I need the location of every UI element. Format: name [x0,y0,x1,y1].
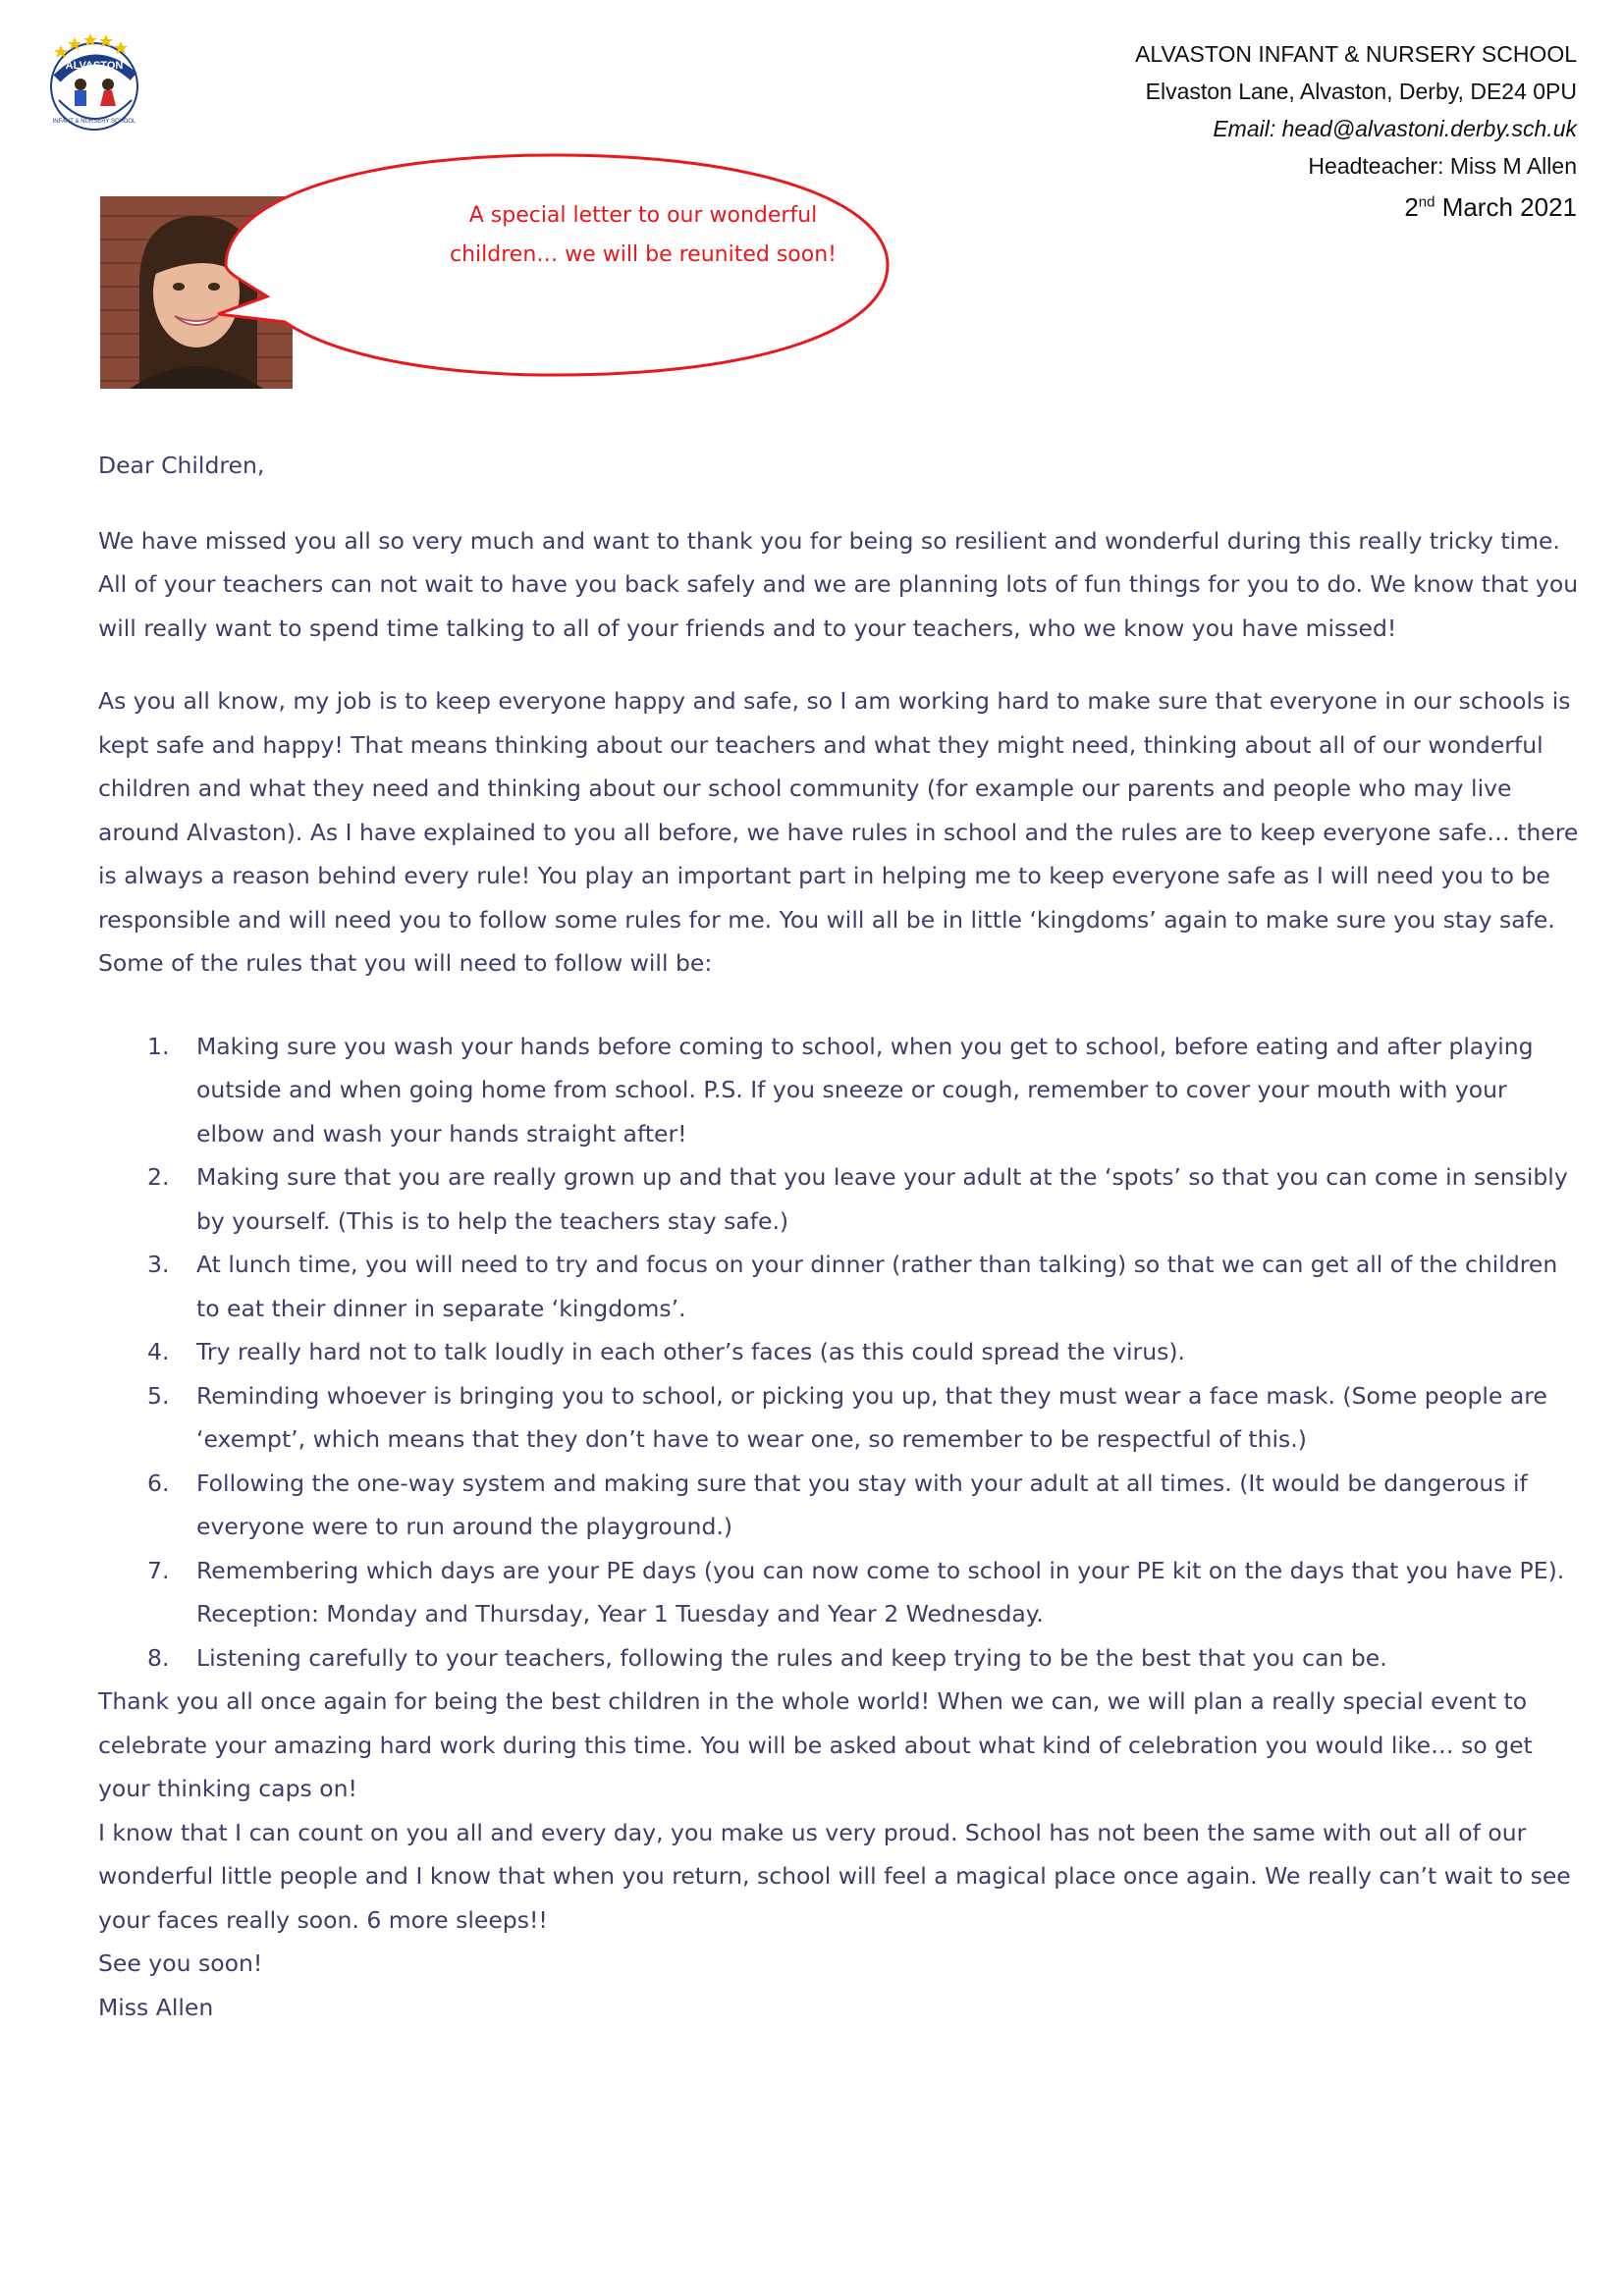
list-item-text: Following the one-way system and making sure that you stay with your adult at all times. (It would be dangerous if everyone were to run around the playground.) [196,1468,1528,1540]
speech-bubble-text [373,196,913,275]
headteacher-name: Headteacher: Miss M Allen [1308,153,1577,179]
list-item-text: Try really hard not to talk loudly in each other’s faces (as this could spread the virus). [196,1338,1185,1365]
school-name: ALVASTON INFANT & NURSERY SCHOOL [1135,41,1577,67]
list-item-text: Making sure you wash your hands before coming to school, when you get to school, before eating and after playing outside and when going home from school. P.S. If you sneeze or cough, remember to cover your mouth with your elbow and wash your hands straight after! [196,1032,1534,1148]
list-item-text: At lunch time, you will need to try and focus on your dinner (rather than talking) so that we can get all of the children to eat their dinner in separate ‘kingdoms’. [196,1251,1558,1322]
date-suffix: nd [1418,193,1435,211]
rules-list [98,1025,1579,1681]
letter-signoff: See you soon! [98,1949,263,1977]
list-item-number: 5. [147,1381,170,1410]
list-item-number: 3. [147,1251,170,1278]
list-item-number: 7. [147,1556,170,1584]
school-address: Elvaston Lane, Alvaston, Derby, DE24 0PU [1145,79,1577,104]
list-item [98,1243,1579,1330]
list-item [98,1025,1579,1156]
list-item [98,1330,1579,1374]
list-item-number: 2. [147,1163,170,1191]
list-item [98,1549,1579,1636]
letter-date [1135,188,1577,226]
letter-paragraph-2: As you all know, my job is to keep everyone happy and safe, so I am working hard to make sure that everyone in our schools is kept safe and happy! That means thinking about our teachers and what they might need, thinking about all of our wonderful children and what they need and thinking about our school community (for example our parents and people who may live around Alvaston). As I have explained to you all before, we have rules in school and the rules are to keep everyone safe… there is always a reason behind every rule! You play an important part in helping me to keep everyone safe as I will need you to be responsible and will need you to follow some rules for me. You will all be in little ‘kingdoms’ again to make sure you stay safe. Some of the rules that you will need to follow will be: [98,687,1579,977]
school-contact-block [1135,35,1577,226]
list-item-number: 6. [147,1468,170,1497]
list-item-text: Remembering which days are your PE days (you can now come to school in your PE kit on the days that you have PE). Reception: Monday and Thursday, Year 1 Tuesday and Year 2 Wednesday. [196,1556,1565,1628]
list-item-text: Listening carefully to your teachers, following the rules and keep trying to be the best that you can be. [196,1643,1387,1672]
school-logo-icon [39,27,149,137]
school-email: Email: head@alvastoni.derby.sch.uk [1213,116,1577,141]
list-item [98,1636,1579,1681]
letter-paragraph-4: I know that I can count on you all and every day, you make us very proud. School has not been the same with out all of our wonderful little people and I know that when you return, school will feel a magical place once again. We really can’t wait to see your faces really soon. 6 more sleeps!! [98,1818,1571,1934]
list-item-number: 4. [147,1338,170,1365]
date-day: 2 [1404,192,1419,222]
list-item-number: 1. [147,1032,170,1060]
date-month-year: March 2021 [1435,192,1577,222]
list-item [98,1462,1579,1549]
letter-body [98,444,1579,2029]
list-item-number: 8. [147,1643,170,1672]
svg-text:ALVASTON: ALVASTON [65,60,124,72]
svg-text:INFANT & NURSERY SCHOOL: INFANT & NURSERY SCHOOL [52,119,136,125]
list-item-text: Reminding whoever is bringing you to school, or picking you up, that they must wear a face mask. (Some people are ‘exempt’, which means that they don’t have to wear one, so remember to be respectful of this.) [196,1381,1547,1453]
letter-paragraph-3: Thank you all once again for being the best children in the whole world! When we can, we will plan a really special event to celebrate your amazing hard work during this time. You will be asked about what kind of celebration you would like… so get your thinking caps on! [98,1687,1533,1802]
letter-paragraph-1: We have missed you all so very much and want to thank you for being so resilient and wonderful during this really tricky time. All of your teachers can not wait to have you back safely and we are planning lots of fun things for you to do. We know that you will really want to spend time talking to all of your friends and to your teachers, who we know you have missed! [98,526,1579,642]
list-item-text: Making sure that you are really grown up and that you leave your adult at the ‘spots’ so that you can come in sensibly by yourself. (This is to help the teachers stay safe.) [196,1163,1568,1235]
bubble-line-1: A special letter to our wonderful [468,203,818,228]
bubble-line-2: children… we will be reunited soon! [450,242,837,267]
letter-greeting: Dear Children, [98,452,265,479]
list-item [98,1374,1579,1462]
letter-signature: Miss Allen [98,1993,214,2021]
list-item [98,1155,1579,1243]
